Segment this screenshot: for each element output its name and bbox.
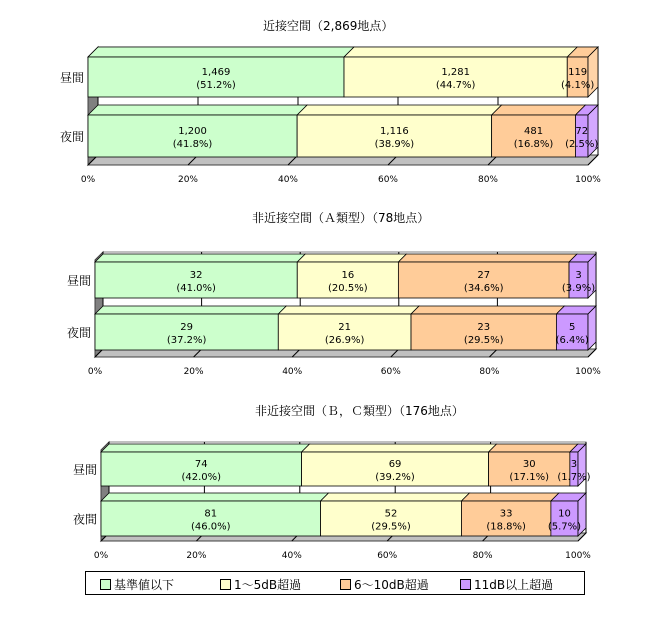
data-label-count: 3 xyxy=(575,270,582,281)
data-label-count: 29 xyxy=(180,322,194,333)
data-label-percent: (2.5%) xyxy=(565,139,599,150)
legend-label: 基準値以下 xyxy=(114,578,175,592)
data-label-percent: (29.5%) xyxy=(371,521,411,533)
data-label-count: 1,281 xyxy=(441,67,470,78)
x-tick-label: 40% xyxy=(277,175,299,185)
chart-title-type-bc: 非近接空間（Ｂ，Ｃ類型）（176地点） xyxy=(255,404,464,418)
data-label-percent: (41.8%) xyxy=(172,139,213,150)
bar-top xyxy=(344,47,577,57)
data-label-count: 52 xyxy=(384,508,398,520)
data-label-count: 72 xyxy=(575,126,589,137)
legend-item-below-standard xyxy=(100,576,174,590)
data-label-percent: (20.5%) xyxy=(328,283,368,294)
bar-top xyxy=(297,105,501,115)
bar-top xyxy=(411,306,564,314)
legend-item-1-5db xyxy=(220,576,301,590)
data-label-percent: (44.7%) xyxy=(435,80,476,91)
data-label-count: 1,116 xyxy=(380,126,409,137)
data-label-count: 30 xyxy=(522,459,536,470)
chart-legend xyxy=(85,571,585,595)
bar-top xyxy=(88,47,354,57)
x-tick-label: 100% xyxy=(565,551,591,561)
x-tick-label: 20% xyxy=(177,175,199,185)
x-tick-label: 20% xyxy=(183,367,204,377)
x-tick-label: 100% xyxy=(575,367,601,377)
legend-label: 11dB以上超過 xyxy=(474,578,554,592)
data-label-percent: (37.2%) xyxy=(166,335,207,346)
bar-top xyxy=(101,444,310,452)
category-label: 昼間 xyxy=(72,463,97,477)
data-label-percent: (17.1%) xyxy=(509,472,550,483)
category-label: 昼間 xyxy=(59,71,84,85)
data-label-percent: (6.4%) xyxy=(555,335,589,346)
legend-swatch xyxy=(220,579,231,590)
x-tick-label: 80% xyxy=(472,551,493,561)
bar-top xyxy=(489,444,578,452)
x-tick-label: 40% xyxy=(281,551,302,561)
data-label-percent: (41.0%) xyxy=(176,283,216,294)
x-tick-label: 0% xyxy=(93,551,109,561)
legend-swatch xyxy=(340,579,351,590)
data-label-percent: (4.1%) xyxy=(561,80,595,91)
category-label: 夜間 xyxy=(72,512,97,527)
data-label-percent: (26.9%) xyxy=(324,335,365,346)
bar-top xyxy=(297,254,406,262)
legend-item-11db-over xyxy=(460,576,553,590)
x-tick-label: 0% xyxy=(87,367,103,377)
x-tick-label: 60% xyxy=(380,367,401,377)
data-label-percent: (1.7%) xyxy=(557,472,591,483)
x-tick-label: 60% xyxy=(377,551,398,561)
data-label-count: 16 xyxy=(341,270,355,281)
legend-label: 1～5dB超過 xyxy=(234,578,302,592)
chart-title-type-a: 非近接空間（Ａ類型）（78地点） xyxy=(252,211,430,225)
chart-type-bc xyxy=(0,420,667,570)
legend-item-6-10db xyxy=(340,576,429,590)
chart-title-near: 近接空間（2,869地点） xyxy=(263,19,394,33)
legend-swatch xyxy=(460,579,471,590)
category-label: 夜間 xyxy=(66,326,91,340)
data-label-count: 23 xyxy=(477,322,491,333)
bar-top xyxy=(101,493,329,501)
data-label-count: 81 xyxy=(204,508,218,520)
data-label-count: 481 xyxy=(523,126,544,137)
data-label-count: 1,200 xyxy=(178,126,207,137)
bar-end xyxy=(588,306,596,350)
data-label-percent: (39.2%) xyxy=(375,472,415,483)
category-label: 夜間 xyxy=(59,130,84,144)
data-label-count: 27 xyxy=(477,270,491,281)
bar-top xyxy=(461,493,558,501)
data-label-count: 10 xyxy=(558,508,571,520)
category-label: 昼間 xyxy=(66,274,91,288)
x-tick-label: 60% xyxy=(377,175,399,185)
bar-top xyxy=(278,306,419,314)
data-label-percent: (18.8%) xyxy=(486,521,526,533)
data-label-percent: (34.6%) xyxy=(463,283,504,294)
data-label-percent: (3.9%) xyxy=(561,283,596,294)
data-label-count: 32 xyxy=(189,270,203,281)
bar-top xyxy=(302,444,497,452)
data-label-percent: (42.0%) xyxy=(181,472,222,483)
x-tick-label: 0% xyxy=(80,175,96,185)
x-tick-label: 80% xyxy=(479,367,500,377)
bar-top xyxy=(95,254,305,262)
data-label-percent: (5.7%) xyxy=(547,521,582,533)
data-label-percent: (29.5%) xyxy=(463,335,504,346)
data-label-percent: (16.8%) xyxy=(513,139,554,150)
data-label-percent: (46.0%) xyxy=(190,521,231,533)
x-tick-label: 40% xyxy=(282,367,303,377)
bar-top xyxy=(321,493,470,501)
data-label-percent: (38.9%) xyxy=(374,139,415,150)
data-label-count: 69 xyxy=(388,459,402,470)
data-label-count: 1,469 xyxy=(201,67,231,78)
legend-label: 6～10dB超過 xyxy=(354,578,429,592)
data-label-count: 5 xyxy=(569,322,576,333)
data-label-percent: (51.2%) xyxy=(196,80,236,91)
bar-top xyxy=(88,105,307,115)
data-label-count: 21 xyxy=(338,322,352,333)
chart-type-a xyxy=(0,228,667,418)
bar-top xyxy=(95,306,286,314)
data-label-count: 74 xyxy=(194,459,208,470)
chart-near xyxy=(0,35,667,225)
bar-top xyxy=(398,254,577,262)
data-label-count: 119 xyxy=(568,67,588,78)
bar-top xyxy=(492,105,586,115)
x-tick-label: 80% xyxy=(477,175,499,185)
x-tick-label: 20% xyxy=(186,551,207,561)
data-label-count: 33 xyxy=(499,508,513,520)
x-tick-label: 100% xyxy=(575,175,601,185)
legend-swatch xyxy=(100,579,111,590)
data-label-count: 3 xyxy=(570,459,578,470)
